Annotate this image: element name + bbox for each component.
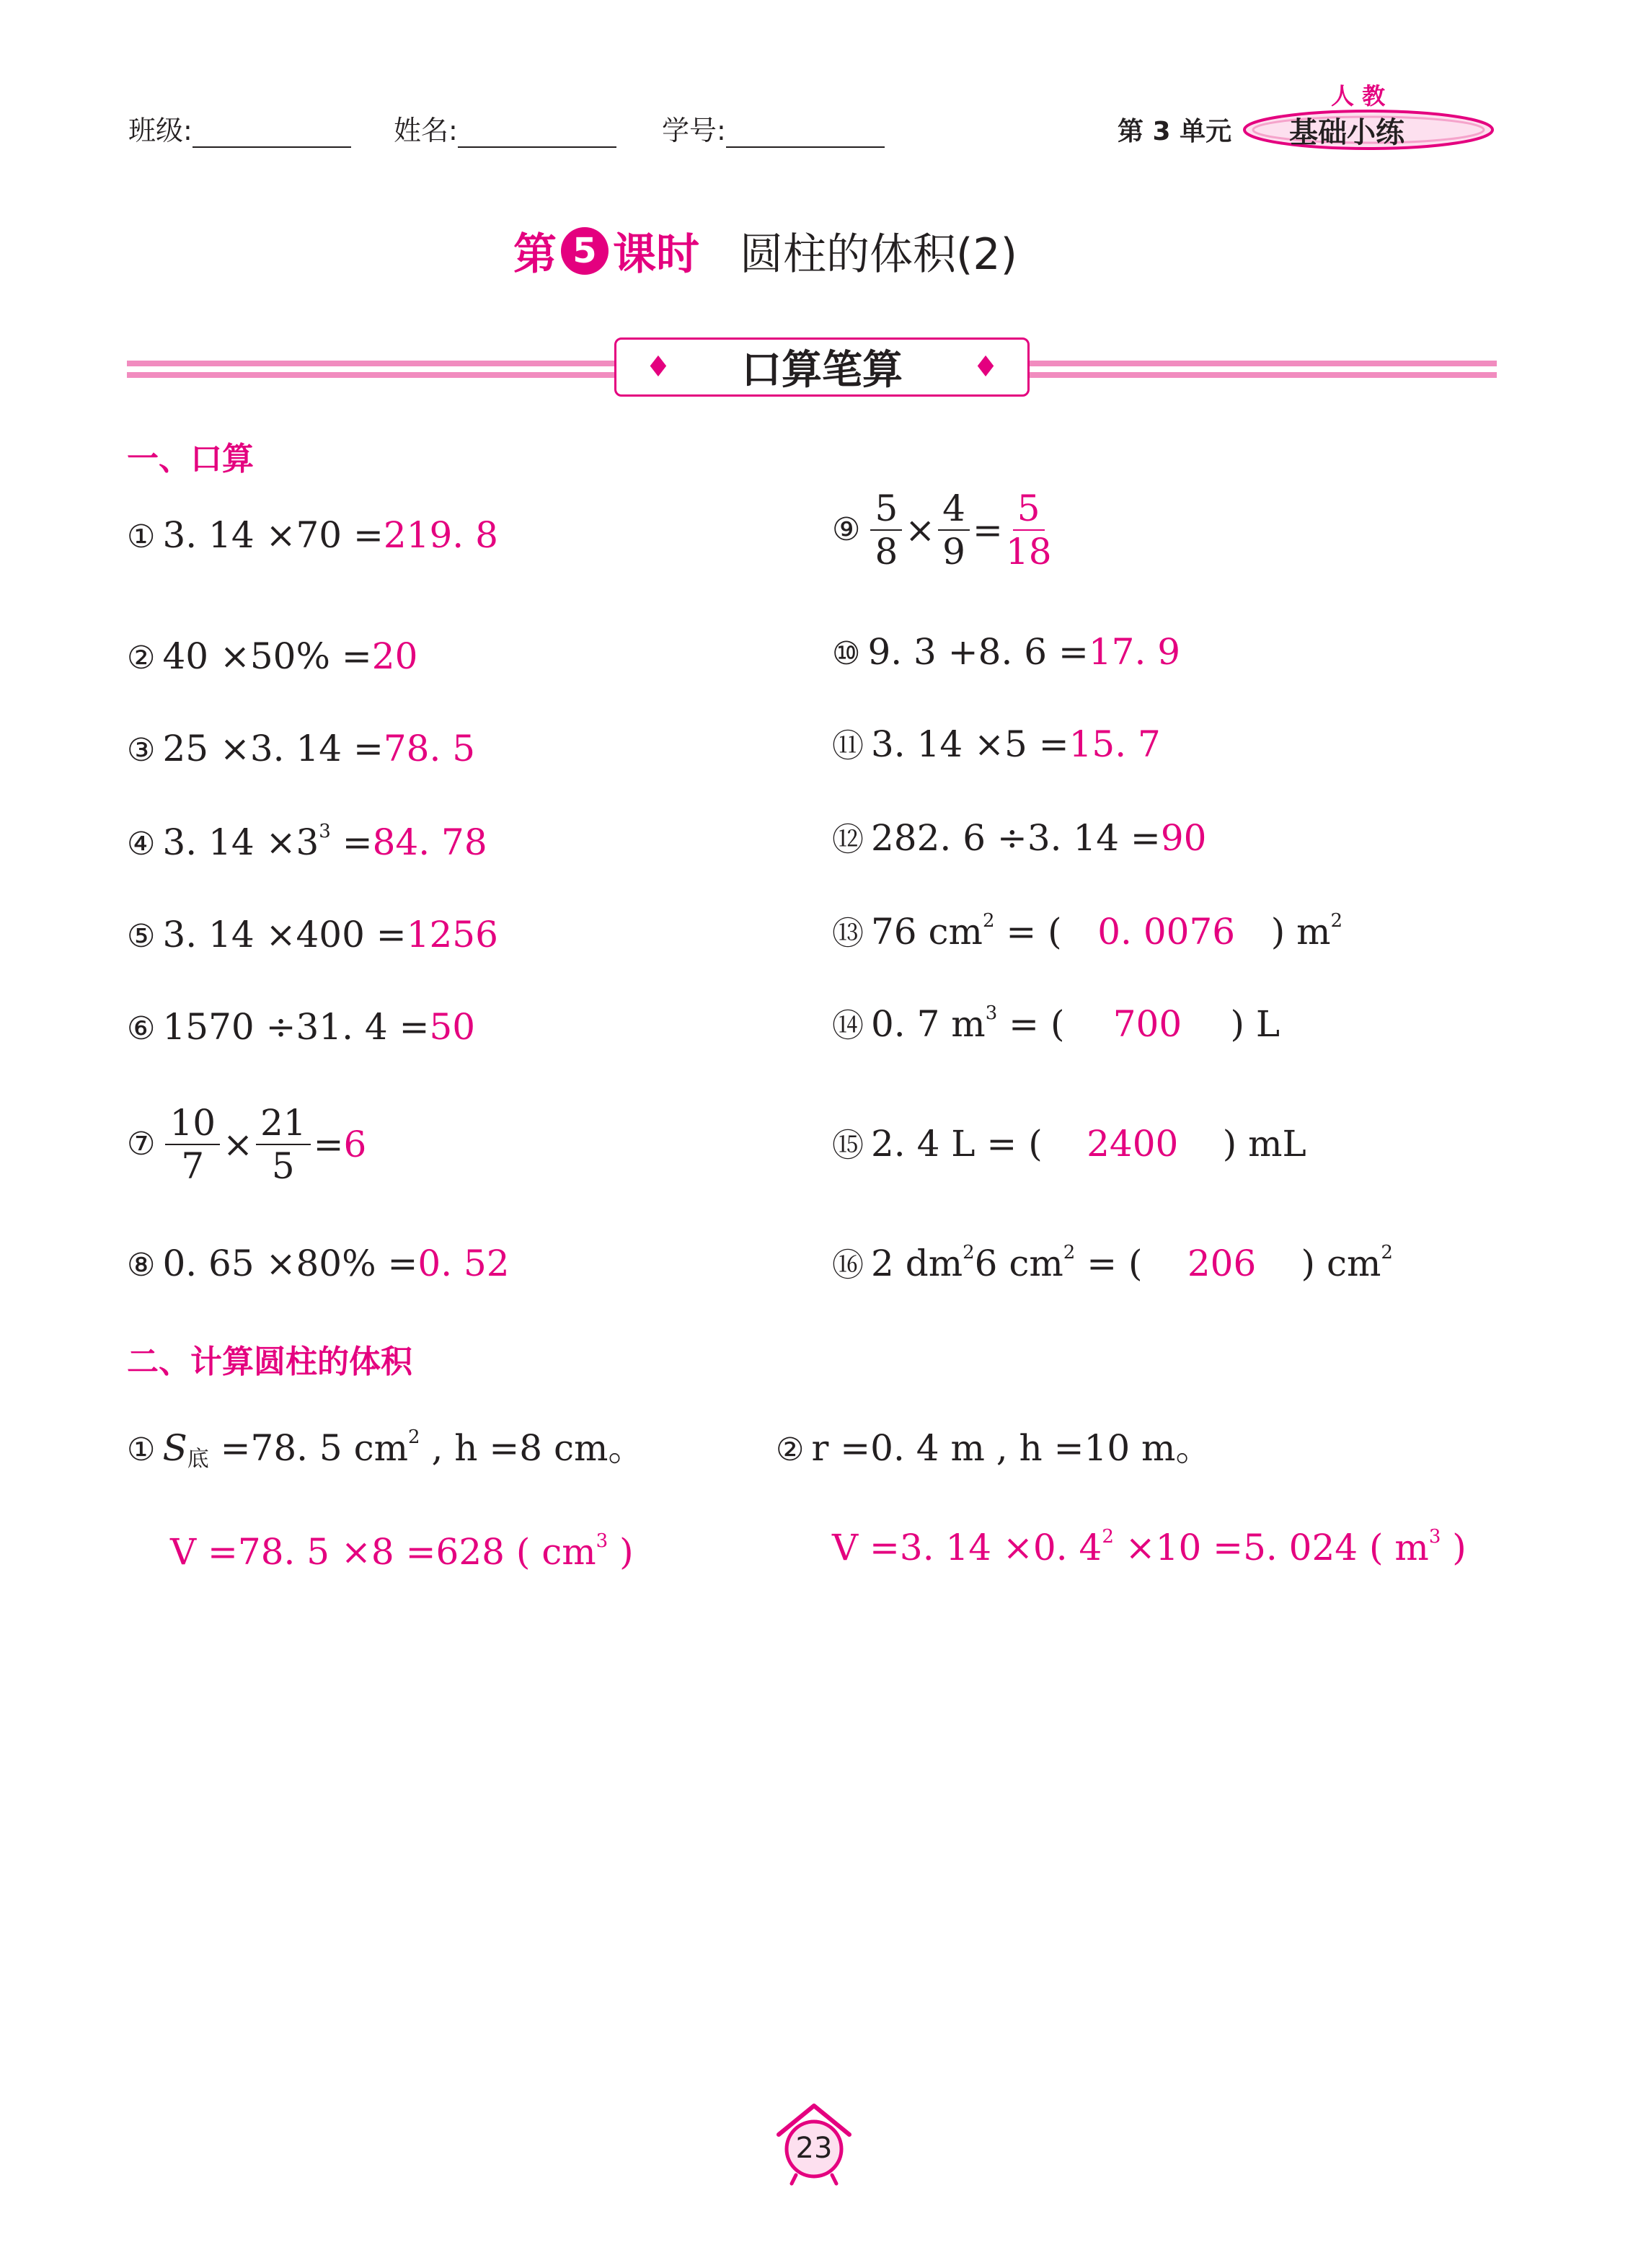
- problem-expression: = (: [997, 1003, 1065, 1045]
- exponent: 3: [985, 1002, 998, 1024]
- problem-number: ④: [127, 826, 156, 862]
- equals-sign: =: [313, 1124, 344, 1165]
- subscript: 底: [187, 1447, 209, 1472]
- lesson-title: [513, 222, 1017, 280]
- problem-expression: 3. 14 ×3: [162, 821, 319, 863]
- exponent: 2: [1102, 1526, 1114, 1548]
- area-symbol: S: [162, 1427, 187, 1469]
- problem-13: [832, 910, 1342, 956]
- problem-answer: 1256: [406, 914, 498, 956]
- problem-number: ⑪: [832, 728, 864, 764]
- problem-number: ⑮: [832, 1127, 864, 1164]
- problem-expression: 282. 6 ÷3. 14 =: [871, 817, 1161, 859]
- exponent: 2: [963, 1242, 975, 1263]
- problem-expression: 0. 65 ×80% =: [162, 1243, 418, 1284]
- exponent: 3: [1428, 1526, 1441, 1548]
- numerator: 5: [1013, 487, 1045, 531]
- banner-box: [614, 337, 1030, 397]
- problem-6: [127, 1005, 475, 1051]
- problem-number: ⑦: [127, 1126, 156, 1162]
- brand-badge: [1239, 72, 1498, 159]
- page-number-badge: [771, 2100, 857, 2187]
- exponent: 2: [1063, 1242, 1076, 1263]
- problem-answer: 84. 78: [372, 821, 487, 863]
- problem-answer: 15. 7: [1069, 723, 1161, 765]
- problem-number: ②: [776, 1431, 805, 1468]
- section-2-title: 二、计算圆柱的体积: [127, 1343, 412, 1380]
- problem-number: ⑬: [832, 915, 864, 952]
- problem-1: [127, 513, 498, 559]
- denominator: 7: [181, 1145, 205, 1187]
- volume-problem-2: [776, 1426, 1211, 1472]
- problem-15: [832, 1122, 1306, 1168]
- diamond-icon: ♦: [645, 350, 671, 384]
- denominator: 9: [942, 531, 965, 573]
- answer-expression: V =3. 14 ×0. 4: [832, 1527, 1102, 1568]
- diamond-icon: ♦: [973, 350, 999, 384]
- problem-expression: 40 ×50% =: [162, 635, 372, 677]
- answer-expression: V =78. 5 ×8 =628 ( cm: [170, 1531, 596, 1573]
- answer-fraction: [1006, 487, 1052, 573]
- problem-number: ⑯: [832, 1247, 864, 1284]
- lesson-suffix: 课时: [613, 229, 699, 280]
- problem-expression: 0. 7 m: [871, 1003, 986, 1045]
- id-input-line[interactable]: [726, 118, 885, 148]
- problem-answer: 90: [1160, 817, 1207, 859]
- numerator: 10: [165, 1102, 220, 1145]
- problem-answer: 78. 5: [383, 728, 476, 769]
- problem-7: [127, 1102, 366, 1187]
- problem-number: ①: [127, 1431, 156, 1468]
- lesson-number-badge: 5: [561, 227, 609, 275]
- problem-answer: 6: [343, 1124, 367, 1165]
- section-1-title: 一、口算: [127, 441, 254, 477]
- answer-expression: ): [608, 1531, 634, 1573]
- problem-answer: 2400: [1087, 1123, 1179, 1165]
- problem-number: ⑭: [832, 1007, 864, 1044]
- denominator: 18: [1005, 531, 1052, 573]
- unit: ) cm: [1301, 1243, 1381, 1284]
- fraction: [256, 1102, 311, 1187]
- problem-8: [127, 1242, 510, 1287]
- exponent: 2: [982, 910, 995, 932]
- problem-number: ⑩: [832, 635, 861, 672]
- problem-expression: 9. 3 +8. 6 =: [867, 631, 1089, 673]
- problem-number: ⑨: [832, 511, 861, 548]
- class-field: [128, 108, 351, 148]
- exponent: 3: [596, 1530, 609, 1552]
- banner-title: 口算笔算: [741, 347, 903, 394]
- problem-expression: 2. 4 L = (: [871, 1123, 1043, 1165]
- problem-answer: 17. 9: [1088, 631, 1181, 673]
- problem-expression: = (: [994, 911, 1062, 953]
- problem-expression: = (: [1075, 1243, 1143, 1284]
- times-sign: ×: [223, 1124, 253, 1165]
- problem-expression: , h =8 cm。: [420, 1427, 645, 1469]
- class-label: 班级:: [128, 115, 193, 146]
- exponent: 2: [408, 1426, 420, 1448]
- id-field: [662, 108, 885, 148]
- problem-answer: 0. 0076: [1097, 911, 1236, 953]
- problem-10: [832, 630, 1180, 676]
- problem-expression: =78. 5 cm: [208, 1427, 409, 1469]
- problem-14: [832, 1002, 1280, 1048]
- problem-4: [127, 821, 487, 866]
- problem-5: [127, 913, 498, 958]
- problem-expression: r =0. 4 m , h =10 m。: [811, 1427, 1212, 1469]
- fraction: [870, 487, 902, 573]
- unit: ) m: [1270, 911, 1331, 953]
- volume-problem-1: [127, 1426, 644, 1472]
- denominator: 5: [271, 1145, 295, 1187]
- brand-top-text: 人 教: [1331, 82, 1386, 110]
- lesson-topic: 圆柱的体积(2): [740, 229, 1017, 280]
- equals-sign: =: [972, 509, 1003, 551]
- exponent: 2: [1381, 1242, 1393, 1263]
- fraction: [165, 1102, 220, 1187]
- name-field: [394, 108, 616, 148]
- problem-answer: 219. 8: [383, 514, 498, 556]
- exponent: 3: [319, 821, 331, 842]
- problem-number: ⑫: [832, 821, 864, 858]
- answer-expression: ): [1441, 1527, 1466, 1568]
- numerator: 5: [870, 487, 902, 531]
- problem-expression: 2 dm: [871, 1243, 963, 1284]
- numerator: 21: [256, 1102, 311, 1145]
- lesson-prefix: 第: [513, 229, 557, 280]
- problem-expression: 3. 14 ×70 =: [162, 514, 384, 556]
- problem-number: ①: [127, 519, 156, 555]
- problem-expression: =: [330, 821, 373, 863]
- problem-expression: 3. 14 ×5 =: [871, 723, 1069, 765]
- problem-expression: 1570 ÷31. 4 =: [162, 1006, 430, 1048]
- problem-expression: 25 ×3. 14 =: [162, 728, 384, 769]
- exponent: 2: [1330, 910, 1343, 932]
- numerator: 4: [938, 487, 970, 531]
- id-label: 学号:: [662, 115, 726, 146]
- volume-answer-2: [832, 1526, 1466, 1569]
- problem-number: ⑧: [127, 1247, 156, 1284]
- fraction: [938, 487, 970, 573]
- unit: ) mL: [1222, 1123, 1306, 1165]
- problem-answer: 206: [1187, 1243, 1257, 1284]
- problem-number: ③: [127, 732, 156, 769]
- volume-answer-1: [170, 1530, 634, 1574]
- problem-answer: 700: [1112, 1003, 1182, 1045]
- class-input-line[interactable]: [193, 118, 351, 148]
- problem-3: [127, 727, 475, 772]
- name-label: 姓名:: [394, 115, 458, 146]
- times-sign: ×: [905, 509, 936, 551]
- problem-answer: 20: [371, 635, 418, 677]
- problem-number: ②: [127, 640, 156, 676]
- problem-answer: 0. 52: [417, 1243, 510, 1284]
- problem-number: ⑤: [127, 918, 156, 955]
- denominator: 8: [875, 531, 898, 573]
- problem-answer: 50: [429, 1006, 476, 1048]
- problem-expression: 76 cm: [871, 911, 983, 953]
- name-input-line[interactable]: [458, 118, 616, 148]
- problem-11: [832, 723, 1161, 768]
- brand-main-text: 基础小练: [1289, 116, 1404, 149]
- unit: ) L: [1230, 1003, 1280, 1045]
- problem-expression: 6 cm: [974, 1243, 1063, 1284]
- answer-expression: ×10 =5. 024 ( m: [1113, 1527, 1429, 1568]
- problem-16: [832, 1242, 1393, 1287]
- problem-12: [832, 816, 1206, 862]
- problem-expression: 3. 14 ×400 =: [162, 914, 407, 956]
- problem-number: ⑥: [127, 1010, 156, 1047]
- unit-label: 第 3 单元: [1118, 117, 1232, 146]
- problem-9: [832, 487, 1055, 573]
- page-number: 23: [795, 2132, 833, 2165]
- problem-2: [127, 635, 417, 680]
